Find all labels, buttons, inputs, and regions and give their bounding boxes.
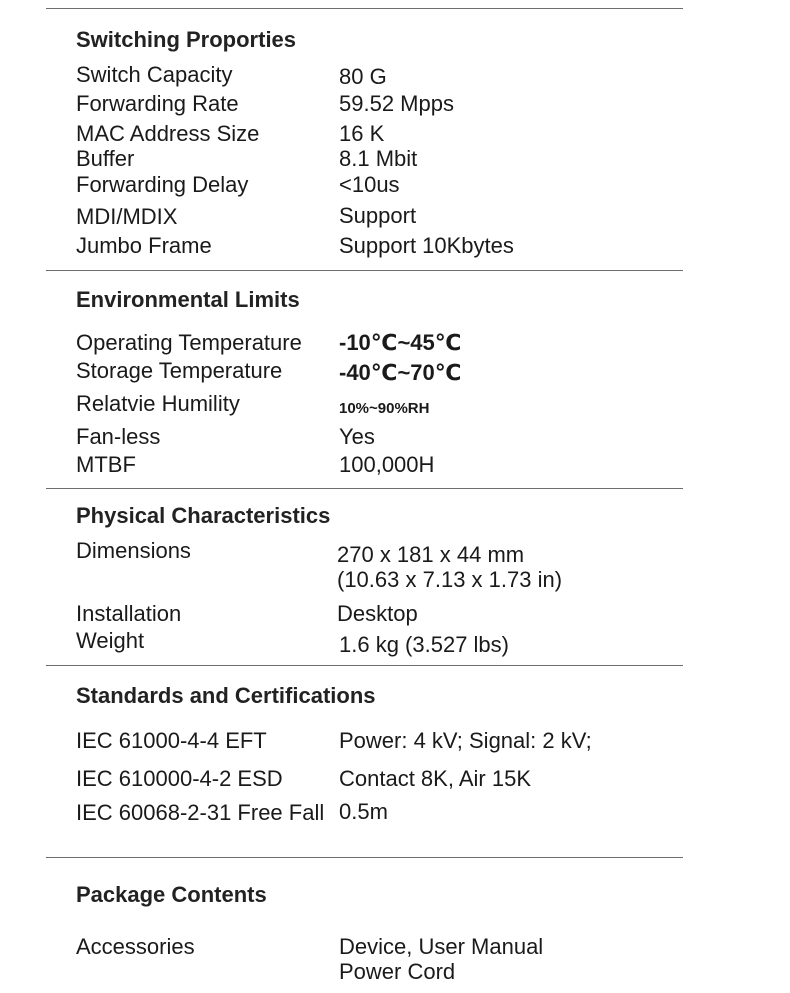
- section-heading-package: Package Contents: [76, 882, 267, 907]
- spec-label: Forwarding Rate: [76, 91, 239, 116]
- spec-label: Storage Temperature: [76, 358, 283, 383]
- spec-label: Forwarding Delay: [76, 172, 249, 197]
- spec-label: Relatvie Humility: [76, 391, 240, 416]
- spec-label: Dimensions: [76, 538, 191, 563]
- spec-value: Contact 8K, Air 15K: [339, 766, 531, 791]
- section-heading-switching: Switching Proporties: [76, 27, 297, 52]
- spec-label: Weight: [76, 628, 145, 653]
- section-divider: [46, 857, 683, 858]
- section-heading-standards: Standards and Certifications: [76, 683, 376, 708]
- spec-value: 270 x 181 x 44 mm: [337, 542, 525, 567]
- section-heading-environmental: Environmental Limits: [76, 287, 300, 312]
- spec-value: Support: [339, 203, 417, 228]
- spec-value: -40℃~70℃: [339, 360, 462, 385]
- spec-value: 8.1 Mbit: [339, 146, 418, 171]
- spec-label: Jumbo Frame: [76, 233, 212, 258]
- spec-value-line2: (10.63 x 7.13 x 1.73 in): [337, 567, 563, 592]
- spec-label: MDI/MDIX: [76, 204, 178, 229]
- spec-value: 100,000H: [339, 452, 435, 477]
- spec-value: Power: 4 kV; Signal: 2 kV;: [339, 728, 592, 753]
- section-divider: [46, 8, 683, 9]
- spec-label: MAC Address Size: [76, 121, 260, 146]
- spec-value: Device, User Manual: [339, 934, 544, 959]
- section-divider: [46, 270, 683, 271]
- section-divider: [46, 488, 683, 489]
- spec-value: <10us: [339, 172, 400, 197]
- spec-value: 59.52 Mpps: [339, 91, 454, 116]
- spec-value: 1.6 kg (3.527 lbs): [339, 632, 509, 657]
- spec-label: IEC 61000-4-4 EFT: [76, 728, 267, 753]
- spec-label: Installation: [76, 601, 182, 626]
- spec-label: MTBF: [76, 452, 136, 477]
- section-divider: [46, 665, 683, 666]
- spec-value: -10℃~45℃: [339, 330, 462, 355]
- spec-label: Accessories: [76, 934, 195, 959]
- spec-value: Desktop: [337, 601, 418, 626]
- spec-value: 16 K: [339, 121, 385, 146]
- spec-label: Fan-less: [76, 424, 161, 449]
- section-heading-physical: Physical Characteristics: [76, 503, 331, 528]
- spec-value: 0.5m: [339, 799, 388, 824]
- spec-value: Support 10Kbytes: [339, 233, 514, 258]
- spec-value: 10%~90%RH: [339, 400, 430, 417]
- spec-value: Yes: [339, 424, 375, 449]
- spec-value-line2: Power Cord: [339, 959, 456, 984]
- spec-value: 80 G: [339, 64, 387, 89]
- spec-label: Buffer: [76, 146, 135, 171]
- spec-label: Operating Temperature: [76, 330, 302, 355]
- spec-label: IEC 60068-2-31 Free Fall: [76, 800, 325, 825]
- spec-label: Switch Capacity: [76, 62, 233, 87]
- spec-label: IEC 610000-4-2 ESD: [76, 766, 283, 791]
